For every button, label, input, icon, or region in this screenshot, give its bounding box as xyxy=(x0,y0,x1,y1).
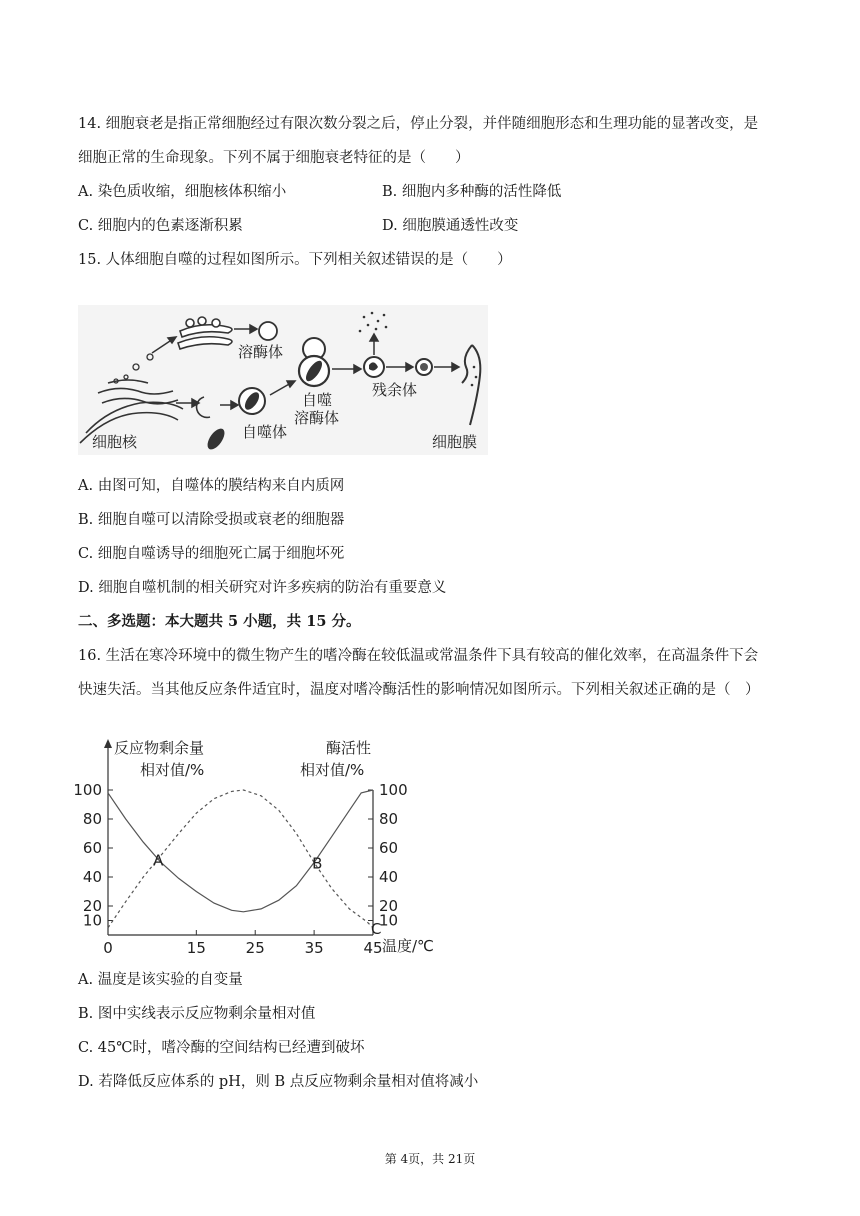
q16-option-d: D. 若降低反应体系的 pH，则 B 点反应物剩余量相对值将减小 xyxy=(78,1074,479,1090)
series-dashed-line xyxy=(108,790,373,928)
q16-stem-line1: 16. 生活在寒冷环境中的微生物产生的嗜冷酶在较低温或常温条件下具有较高的催化效率，在高温条件下会 xyxy=(78,648,759,664)
q14-stem-line1: 14. 细胞衰老是指正常细胞经过有限次数分裂之后，停止分裂，并伴随细胞形态和生理功能的显著改变，是 xyxy=(78,116,759,132)
y-tick-label-left: 100 xyxy=(73,781,102,799)
y-tick-label-right: 60 xyxy=(379,839,399,857)
x-tick-label: 35 xyxy=(304,939,324,957)
series-solid-line xyxy=(108,790,373,912)
q14-option-c: C. 细胞内的色素逐渐积累 xyxy=(78,218,243,234)
label-lysosome: 溶酶体 xyxy=(238,343,284,361)
autophagy-diagram xyxy=(78,305,488,455)
x-tick-label: 25 xyxy=(245,939,265,957)
y-tick-label-right: 20 xyxy=(379,897,399,915)
digesting-vesicle-shape xyxy=(364,357,384,377)
y-tick-label-left: 80 xyxy=(82,810,102,828)
y-tick-label-right: 40 xyxy=(379,868,399,886)
q15-option-b: B. 细胞自噬可以清除受损或衰老的细胞器 xyxy=(78,512,345,528)
q14-option-d: D. 细胞膜通透性改变 xyxy=(382,218,519,234)
q16-option-b: B. 图中实线表示反应物剩余量相对值 xyxy=(78,1006,316,1022)
x-tick-label: 15 xyxy=(186,939,206,957)
chart-ticks xyxy=(73,781,407,957)
point-label-c: C xyxy=(371,919,382,938)
y-right-label-line2: 相对值/% xyxy=(300,761,365,779)
y-tick-label-left: 20 xyxy=(82,897,102,915)
q15-option-d: D. 细胞自噬机制的相关研究对许多疾病的防治有重要意义 xyxy=(78,580,447,596)
section-heading-multiple-choice: 二、多选题：本大题共 5 小题，共 15 分。 xyxy=(78,613,361,630)
label-cell-membrane: 细胞膜 xyxy=(432,433,478,451)
q14-option-a: A. 染色质收缩，细胞核体积缩小 xyxy=(78,184,287,200)
x-tick-label: 0 xyxy=(103,939,113,957)
lysosome-shape xyxy=(259,322,277,340)
x-tick-label: 45 xyxy=(363,939,383,957)
chart-point-labels xyxy=(153,852,381,938)
label-residual-body: 残余体 xyxy=(372,381,418,399)
y-tick-label-left: 40 xyxy=(82,868,102,886)
residual-body-shape xyxy=(416,359,432,375)
autophagolysosome-shape xyxy=(299,338,329,386)
enzyme-temperature-chart xyxy=(73,735,448,960)
q16-option-c: C. 45℃时，嗜冷酶的空间结构已经遭到破坏 xyxy=(78,1040,365,1056)
q15-option-a: A. 由图可知，自噬体的膜结构来自内质网 xyxy=(78,478,345,494)
q16-option-a: A. 温度是该实验的自变量 xyxy=(78,972,243,988)
y-left-label-line2: 相对值/% xyxy=(140,761,205,779)
y-tick-label-right: 80 xyxy=(379,810,399,828)
label-autophagosome: 自噬体 xyxy=(242,423,288,441)
page-footer: 第 4页，共 21页 xyxy=(384,1152,476,1166)
q14-stem-line2: 细胞正常的生命现象。下列不属于细胞衰老特征的是（ ） xyxy=(78,150,470,166)
label-autophagolysosome-line1: 自噬 xyxy=(302,391,333,409)
y-tick-label-left: 60 xyxy=(82,839,102,857)
y-left-label-line1: 反应物剩余量 xyxy=(114,739,205,757)
point-label-b: B xyxy=(312,854,323,873)
q14-option-b: B. 细胞内多种酶的活性降低 xyxy=(382,184,562,200)
q15-stem: 15. 人体细胞自噬的过程如图所示。下列相关叙述错误的是（ ） xyxy=(78,252,512,268)
point-label-a: A xyxy=(153,851,164,870)
q15-option-c: C. 细胞自噬诱导的细胞死亡属于细胞坏死 xyxy=(78,546,345,562)
y-axis-left-arrow xyxy=(104,739,112,748)
x-axis-label: 温度/℃ xyxy=(382,937,434,955)
label-nucleus: 细胞核 xyxy=(92,433,138,451)
y-right-label-line1: 酶活性 xyxy=(326,739,372,757)
y-tick-label-right: 100 xyxy=(379,781,408,799)
q16-stem-line2: 快速失活。当其他反应条件适宜时，温度对嗜冷酶活性的影响情况如图所示。下列相关叙述正确的是（ ） xyxy=(78,682,760,698)
label-autophagolysosome-line2: 溶酶体 xyxy=(294,409,340,427)
y-tick-label-left: 10 xyxy=(82,911,102,930)
y-tick-label-right: 10 xyxy=(379,911,399,930)
autophagosome-shape xyxy=(239,388,265,414)
